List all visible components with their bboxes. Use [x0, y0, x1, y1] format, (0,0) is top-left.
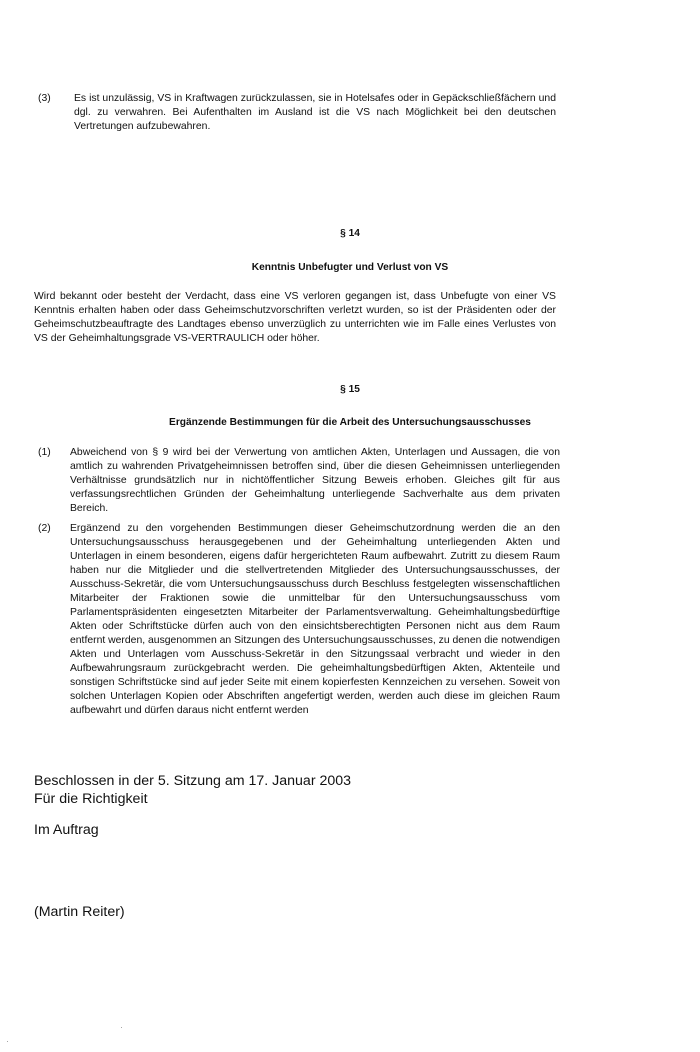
paragraph-number: (2)	[38, 523, 51, 534]
scan-speck: ·	[6, 1036, 9, 1046]
paragraph-text: Es ist unzulässig, VS in Kraftwagen zurückzulassen, sie in Hotelsafes oder in Gepäckschließfächern und dgl. zu verwahren. Bei Aufenthalten im Ausland ist die VS nach Möglichkeit bei den deutschen Vertretungen aufzubewahren.	[74, 93, 556, 132]
paragraph-15-1	[38, 446, 560, 516]
paragraph-text: Ergänzend zu den vorgehenden Bestimmungen dieser Geheimschutzordnung werden die an den Untersuchungsausschuss herausgegebenen und der Geheimhaltung unterliegenden Akten und Unterlagen in einem besonderen, eigens dafür hergerichteten Raum aufbewahrt. Zutritt zu diesem Raum haben nur die Mitglieder und die stellvertretenden Mitglieder des Untersuchungsausschusses, der Ausschuss-Sekretär, die vom Untersuchungsausschuss durch Beschluss festgelegten wissenschaftlichen Mitarbeiter der Fraktionen sowie die unmittelbar für den Untersuchungsausschuss vom Parlamentspräsidenten eingesetzten Mitarbeiter der Parlamentsverwaltung. Geheimhaltungsbedürftige Akten oder Schriftstücke dürfen auch von den einsichtsberechtigten Personen nicht aus dem Raum entfernt werden, ausgenommen an Sitzungen des Untersuchungsausschusses, zu denen die notwendigen Akten und Unterlagen vom Ausschuss-Sekretär in den Sitzungssaal verbracht und wieder in den Aufbewahrungsraum zurückgebracht werden. Die geheimhaltungsbedürftigen Akten, Aktenteile und sonstigen Schriftstücke sind auf jeder Seite mit einem kopierfesten Kennzeichen zu versehen. Soweit von solchen Unterlagen Kopien oder Abschriften angefertigt werden, werden auch diese im gleichen Raum aufbewahrt und dürfen daraus nicht entfernt werden	[70, 523, 560, 716]
paragraph-number: (1)	[38, 447, 51, 458]
section-15-title: Ergänzende Bestimmungen für die Arbeit des Untersuchungsausschusses	[169, 417, 531, 428]
paragraph-text: Abweichend von § 9 wird bei der Verwertung von amtlichen Akten, Unterlagen und Aussagen, die von amtlich zu wahrenden Privatgeheimnissen betroffen sind, über die diesen Geheimnissen unterliegenden Verhältnisse grundsätzlich nur in nichtöffentlicher Sitzung Beweis erhoben. Gleiches gilt für aus verfassungsrechtlichen Gründen der Geheimhaltung unterliegende Sachverhalte aus dem privaten Bereich.	[70, 447, 560, 514]
scan-speck: ·	[120, 1022, 123, 1032]
paragraph-number: (3)	[38, 93, 51, 104]
section-15-number: § 15	[340, 384, 360, 395]
section-14-title: Kenntnis Unbefugter und Verlust von VS	[251, 262, 449, 273]
section-14-body: Wird bekannt oder besteht der Verdacht, dass eine VS verloren gegangen ist, dass Unbefugte von einer VS Kenntnis erhalten haben oder dass Geheimschutzvorschriften verletzt wurden, so ist der Präsidenten oder der Geheimschutzbeauftragte des Landtages ebenso unverzüglich zu unterrichten wie im Falle eines Verlustes von VS der Geheimhaltungsgrade VS-VERTRAULICH oder höher.	[34, 291, 556, 344]
section-14-number: § 14	[340, 228, 360, 239]
resolution-statement: Beschlossen in der 5. Sitzung am 17. Januar 2003	[34, 773, 352, 789]
certification-statement: Für die Richtigkeit	[34, 791, 148, 807]
paragraph-15-2	[38, 522, 560, 718]
paragraph-3	[38, 92, 556, 134]
on-behalf-label: Im Auftrag	[34, 822, 99, 838]
signatory-name: (Martin Reiter)	[34, 904, 125, 920]
